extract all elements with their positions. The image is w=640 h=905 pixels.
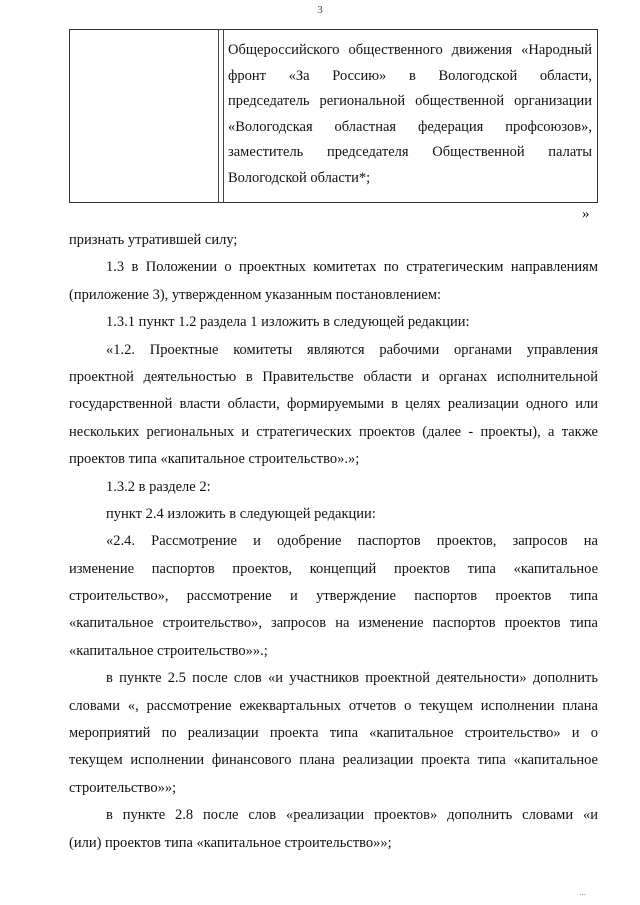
paragraph: [69, 528, 598, 665]
closing-quote-mark: »: [582, 206, 590, 222]
table-column-divider: [218, 30, 219, 202]
paragraph-line: «2.4. Рассмотрение и одобрение паспортов проектов, запросов на: [106, 533, 598, 550]
table-cell-position-text: [228, 38, 592, 191]
paragraph-line: «капитальное строительство», запросов на изменение паспортов проектов типа: [69, 615, 598, 632]
paragraph-line: признать утратившей силу;: [69, 232, 238, 248]
paragraph-line: изменение паспортов проектов, концепций проектов типа «капитальное: [69, 560, 598, 577]
table-column-divider: [223, 30, 224, 202]
table-cell-line: фронт «За Россию» в Вологодской области,: [228, 67, 592, 84]
paragraph-line: 1.3.2 в разделе 2:: [106, 478, 211, 495]
table-cell-line: заместитель председателя Общественной палаты: [228, 144, 592, 160]
paragraph: [69, 254, 598, 309]
paragraph: [69, 337, 598, 474]
paragraph-line: словами «, рассмотрение ежеквартальных отчетов о текущем исполнении плана: [69, 697, 598, 714]
paragraph-line: текущем исполнении финансового плана реализации проекта типа «капитальное: [69, 752, 598, 769]
paragraph-line: (или) проектов типа «капитальное строительство»»;: [69, 834, 392, 851]
paragraph-line: 1.3.1 пункт 1.2 раздела 1 изложить в следующей редакции:: [106, 314, 470, 331]
paragraph-line: проектов типа «капитальное строительство».»;: [69, 451, 360, 468]
paragraph-line: в пункте 2.8 после слов «реализации проектов» дополнить словами «и: [106, 807, 598, 824]
paragraph-line: в пункте 2.5 после слов «и участников проектной деятельности» дополнить: [106, 670, 598, 687]
corner-scan-mark: ...: [579, 887, 586, 897]
paragraph: [69, 802, 598, 857]
paragraph-line: государственной власти области, формируемыми в целях реализации одного или: [69, 396, 598, 413]
table-cell-line: Общероссийского общественного движения «Народный: [228, 42, 592, 58]
paragraph-line: мероприятий по реализации проекта типа «капитальное строительство» и о: [69, 725, 598, 742]
table-cell-line: «Вологодская областная федерация профсоюзов»,: [228, 118, 592, 135]
table-cell-line: Вологодской области*;: [228, 169, 371, 186]
paragraph-line: нескольких региональных и стратегических проектов (далее - проекты), а также: [69, 423, 598, 440]
composition-table-fragment: [69, 29, 598, 203]
paragraph-line: строительство»»;: [69, 779, 177, 796]
paragraph-line: «капитальное строительство»».;: [69, 642, 268, 659]
paragraph-line: (приложение 3), утвержденном указанным постановлением:: [69, 286, 442, 303]
paragraph-line: пункт 2.4 изложить в следующей редакции:: [106, 505, 376, 522]
page-number: 3: [317, 4, 323, 16]
paragraph-line: строительство», рассмотрение и утверждение паспортов проектов типа: [69, 588, 598, 605]
paragraph: [69, 474, 598, 501]
document-body: [69, 227, 598, 857]
paragraph-line: 1.3 в Положении о проектных комитетах по стратегическим направлениям: [106, 259, 598, 276]
paragraph: [69, 227, 598, 254]
paragraph-line: проектной деятельностью в Правительстве области и органах исполнительной: [69, 368, 598, 385]
paragraph: [69, 501, 598, 528]
paragraph: [69, 309, 598, 336]
paragraph: [69, 665, 598, 802]
table-cell-line: председатель региональной общественной организации: [228, 93, 592, 109]
paragraph-line: «1.2. Проектные комитеты являются рабочими органами управления: [106, 341, 598, 358]
